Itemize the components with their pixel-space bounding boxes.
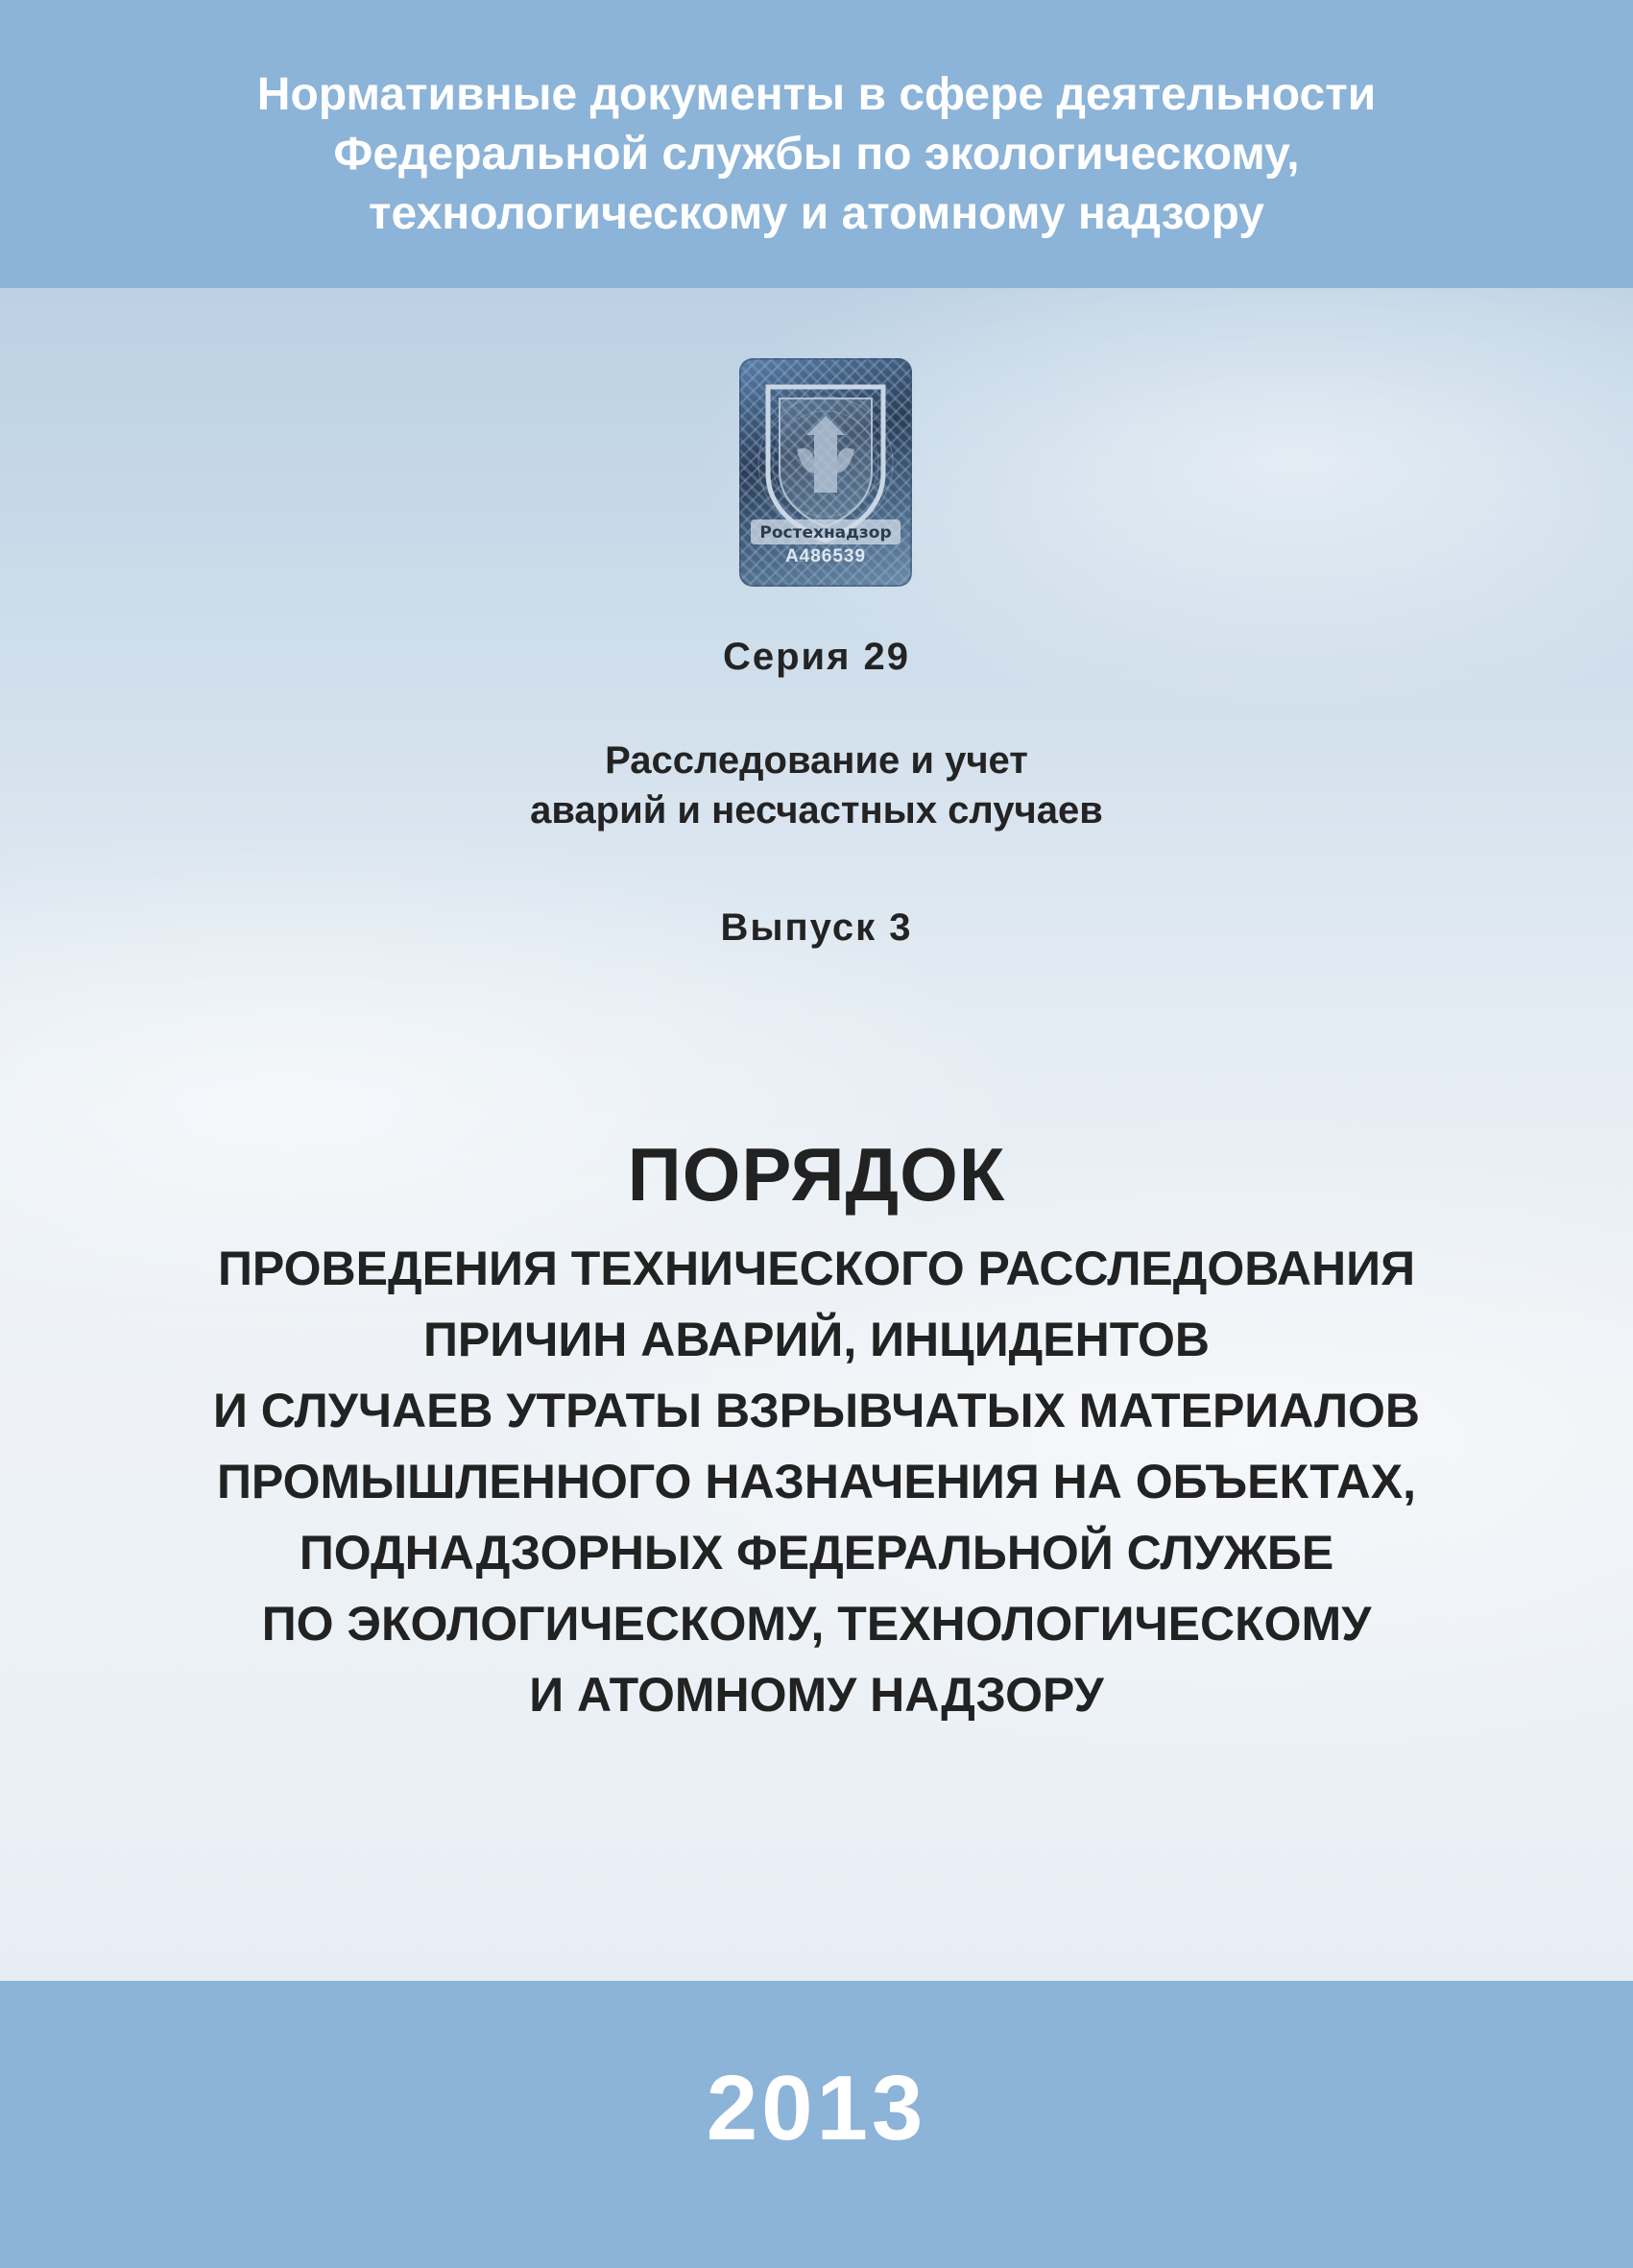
publisher-heading-line: Нормативные документы в сфере деятельности bbox=[256, 69, 1377, 120]
publisher-heading-line: Федеральной службы по экологическому, bbox=[333, 129, 1300, 180]
publisher-heading-line: технологическому и атомному надзору bbox=[369, 188, 1264, 239]
hologram-serial-number: А486539 bbox=[784, 546, 867, 567]
document-title-line: ПРОВЕДЕНИЯ ТЕХНИЧЕСКОГО РАССЛЕДОВАНИЯ bbox=[217, 1242, 1416, 1295]
publication-year: 2013 bbox=[706, 2057, 927, 2159]
series-label: Серия 29 bbox=[722, 636, 911, 678]
document-title-line: И АТОМНОМУ НАДЗОРУ bbox=[529, 1668, 1104, 1722]
document-title-line: И СЛУЧАЕВ УТРАТЫ ВЗРЫВЧАТЫХ МАТЕРИАЛОВ bbox=[212, 1384, 1421, 1437]
series-subtitle bbox=[0, 736, 1633, 835]
document-title-line: ПРИЧИН АВАРИЙ, ИНЦИДЕНТОВ bbox=[422, 1313, 1211, 1366]
series-subtitle-line: Расследование и учет bbox=[605, 739, 1028, 782]
issue-label: Выпуск 3 bbox=[720, 906, 913, 949]
series-subtitle-line: аварий и несчастных случаев bbox=[530, 789, 1103, 832]
document-title-line: ПОДНАДЗОРНЫХ ФЕДЕРАЛЬНОЙ СЛУЖБЕ bbox=[299, 1526, 1334, 1580]
document-title-line: ПРОМЫШЛЕННОГО НАЗНАЧЕНИЯ НА ОБЪЕКТАХ, bbox=[216, 1455, 1417, 1508]
hologram-sticker bbox=[739, 358, 912, 587]
hologram-emblem-label: Ростехнадзор bbox=[759, 523, 892, 543]
document-title-heading: ПОРЯДОК bbox=[627, 1132, 1006, 1217]
document-title-body bbox=[0, 1233, 1633, 1730]
header-band bbox=[0, 0, 1633, 288]
document-title-line: ПО ЭКОЛОГИЧЕСКОМУ, ТЕХНОЛОГИЧЕСКОМУ bbox=[261, 1597, 1372, 1651]
footer-band bbox=[0, 1981, 1633, 2268]
publisher-heading bbox=[0, 65, 1633, 244]
